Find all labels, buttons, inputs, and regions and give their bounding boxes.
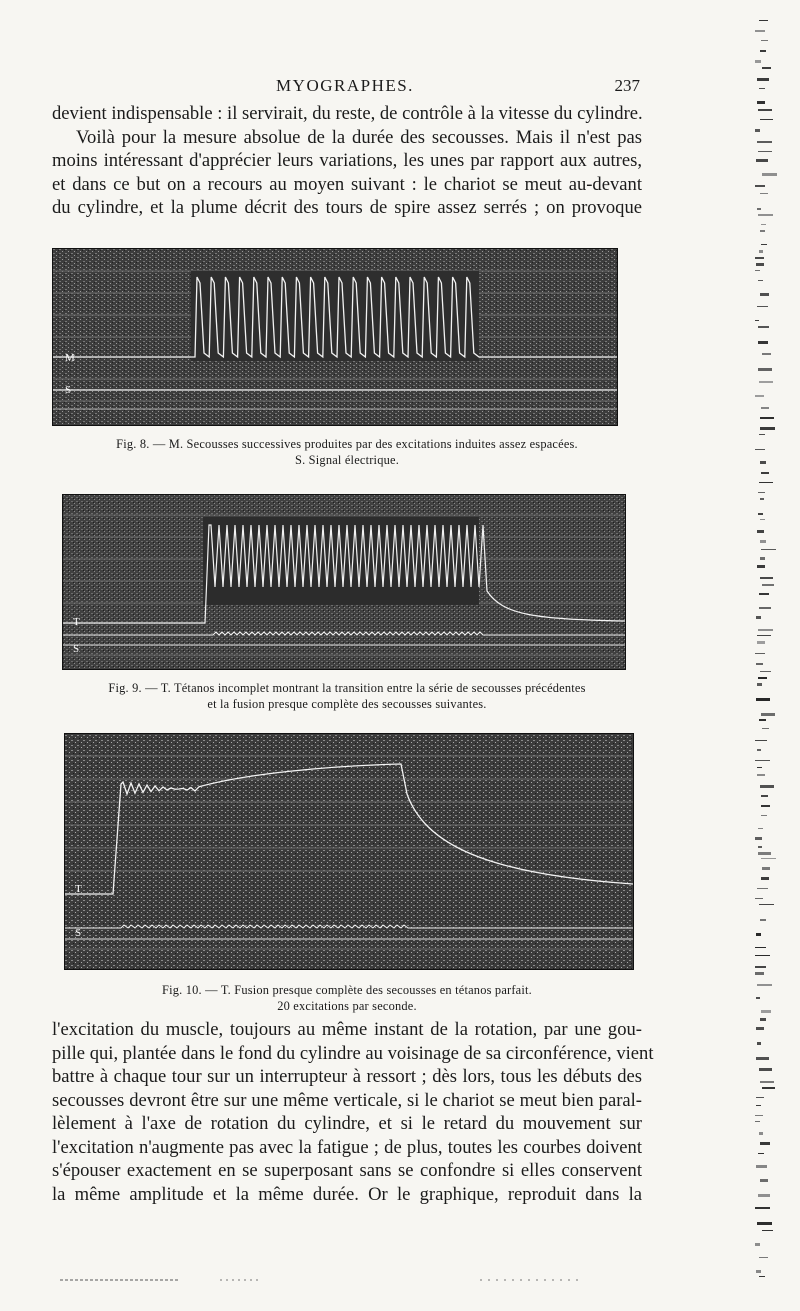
figure-9-trace [62, 494, 626, 670]
text-line: secousses devront être sur une même verticale, si le chariot se meut bien paral- [52, 1089, 642, 1111]
figure-10-label-s: S [75, 927, 82, 939]
figure-9-label-t: T [73, 616, 80, 628]
caption-line: 20 excitations par seconde. [277, 999, 417, 1013]
scan-margin-marks [755, 20, 785, 1280]
figure-10-label-t: T [75, 883, 82, 895]
text-line: pille qui, plantée dans le fond du cylindre au voisinage de sa circonférence, vient [52, 1042, 654, 1064]
figure-8-svg [53, 249, 617, 425]
text-line: du cylindre, et la plume décrit des tours de spire assez serrés ; on provoque [52, 197, 642, 218]
text-line: Voilà pour la mesure absolue de la durée des secousses. Mais il n'est pas [76, 126, 642, 148]
caption-line: Fig. 8. — M. Secousses successives produites par des excitations induites assez espacées. [116, 437, 578, 451]
text-line: s'épouser exactement en se superposant sans se confondre si elles conservent [52, 1160, 642, 1181]
figure-9-caption [52, 680, 642, 712]
running-title: MYOGRAPHES. [276, 76, 414, 95]
caption-line: Fig. 10. — T. Fusion presque complète des secousses en tétanos parfait. [162, 983, 532, 997]
figure-8-trace [52, 248, 618, 426]
running-head [50, 76, 640, 98]
figure-10-svg [65, 734, 633, 969]
figure-10-caption [52, 982, 642, 1014]
figure-10-trace [64, 733, 634, 970]
text-line: et dans ce but on a recours au moyen suivant : le chariot se meut au-devant [52, 173, 642, 195]
body-text-bottom [52, 1018, 654, 1206]
caption-line: S. Signal électrique. [295, 453, 399, 467]
figure-8-label-m: M [65, 352, 75, 364]
figure-9-svg [63, 495, 625, 669]
scan-footer-marks [60, 1278, 580, 1282]
figure-8-label-s: S [65, 384, 72, 396]
text-line: moins intéressant d'apprécier leurs variations, les unes par rapport aux autres, [52, 150, 642, 171]
text-line: devient indispensable : il servirait, du reste, de contrôle à la vitesse du cylindre. [52, 103, 643, 124]
text-line: battre à chaque tour sur un interrupteur à ressort ; dès lors, tous les débuts des [52, 1066, 642, 1087]
text-line: l'excitation du muscle, toujours au même instant de la rotation, par une gou- [52, 1019, 642, 1040]
caption-line: Fig. 9. — T. Tétanos incomplet montrant la transition entre la série de secousses précédentes [108, 681, 586, 695]
figure-8-caption [52, 436, 642, 468]
text-line: la même amplitude et la même durée. Or le graphique, reproduit dans la [52, 1183, 642, 1205]
text-line: lèlement à l'axe de rotation du cylindre, et si le retard du mouvement sur [52, 1113, 642, 1134]
figure-9-label-s: S [73, 643, 80, 655]
body-text-top [52, 102, 642, 220]
page-number: 237 [614, 76, 640, 95]
caption-line: et la fusion presque complète des secousses suivantes. [207, 697, 487, 711]
text-line: l'excitation n'augmente pas avec la fatigue ; de plus, toutes les courbes doivent [52, 1136, 642, 1158]
